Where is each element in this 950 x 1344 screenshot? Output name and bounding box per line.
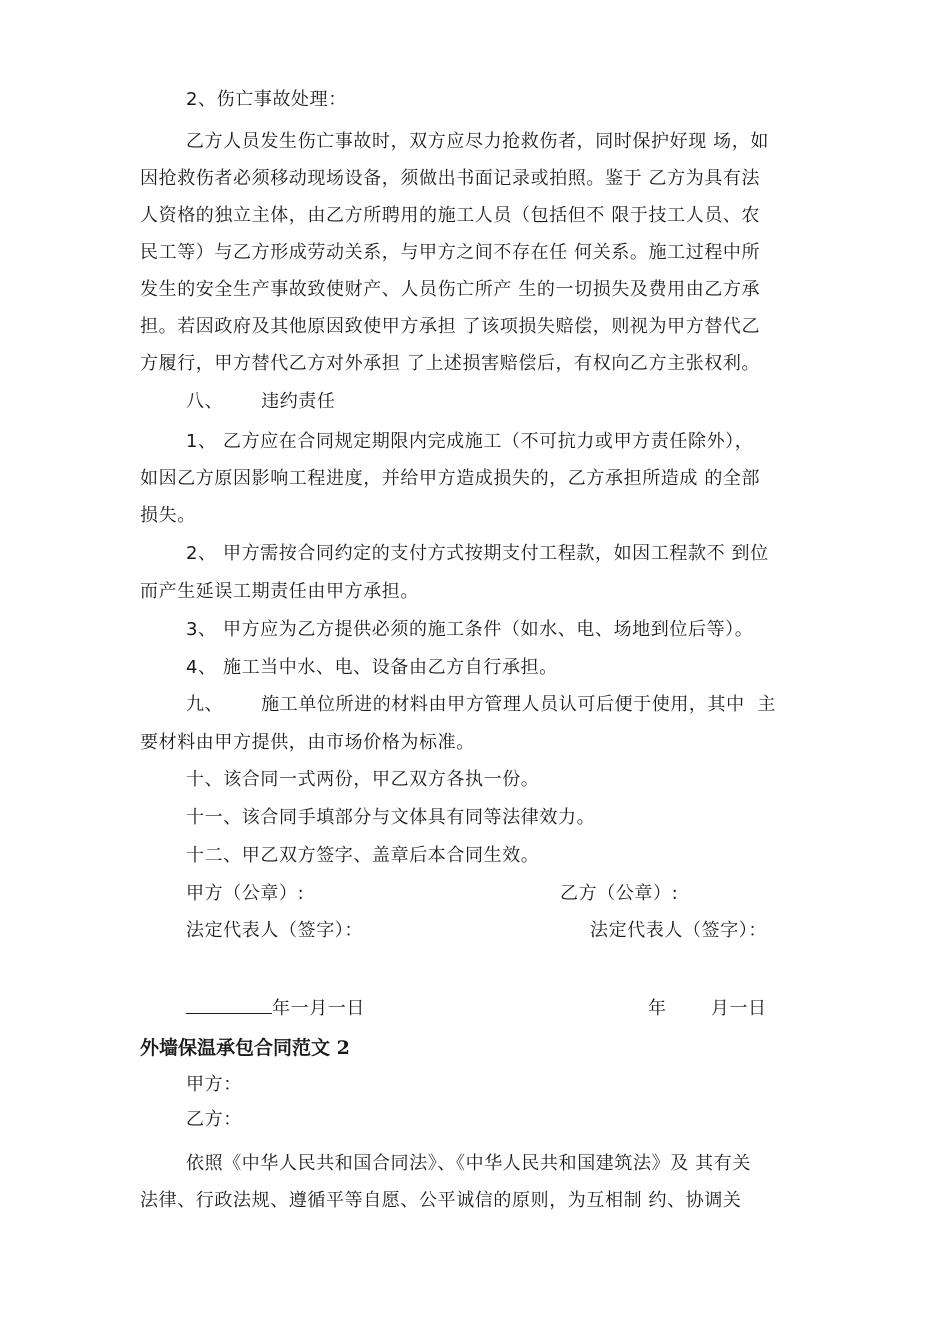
paragraph-line: 3、 甲方应为乙方提供必须的施工条件（如水、电、场地到位后等）。 xyxy=(186,619,754,640)
section-9-line: 九、 施工单位所进的材料由甲方管理人员认可后便于使用，其中 主 xyxy=(186,694,776,715)
paragraph-line: 1、 乙方应在合同规定期限内完成施工（不可抗力或甲方责任除外）， xyxy=(186,431,754,452)
paragraph-line: 2、 甲方需按合同约定的支付方式按期支付工程款，如因工程款不 到位 xyxy=(186,543,769,564)
paragraph-line: 如因乙方原因影响工程进度，并给甲方造成损失的，乙方承担所造成 的全部 xyxy=(140,468,761,489)
section-7-item-2-title: 2、伤亡事故处理： xyxy=(186,89,347,110)
paragraph-line: 人资格的独立主体，由乙方所聘用的施工人员（包括但不 限于技工人员、农 xyxy=(140,205,761,226)
paragraph-line: 法律、行政法规、遵循平等自愿、公平诚信的原则，为互相制 约、协调关 xyxy=(140,1190,742,1211)
next-contract-title: 外墙保温承包合同范文 2 xyxy=(140,1037,350,1059)
party-b-seal-label: 乙方（公章）: xyxy=(560,883,679,904)
date-blank-line xyxy=(186,997,272,1014)
next-party-b-label: 乙方： xyxy=(186,1109,242,1130)
section-10: 十、该合同一式两份，甲乙双方各执一份。 xyxy=(186,769,540,790)
section-8-title: 八、 违约责任 xyxy=(186,391,336,412)
paragraph-line: 而产生延误工期责任由甲方承担。 xyxy=(140,581,419,602)
date-right: 年 月一日 xyxy=(648,998,767,1019)
paragraph-line: 乙方人员发生伤亡事故时，双方应尽力抢救伤者，同时保护好现 场，如 xyxy=(186,131,769,152)
section-9-line: 要材料由甲方提供，由市场价格为标准。 xyxy=(140,732,475,753)
section-11: 十一、该合同手填部分与文体具有同等法律效力。 xyxy=(186,807,596,828)
paragraph-line: 损失。 xyxy=(140,505,196,526)
date-left-text: 年一月一日 xyxy=(272,998,365,1019)
paragraph-line: 方履行，甲方替代乙方对外承担 了上述损害赔偿后，有权向乙方主张权利。 xyxy=(140,353,761,374)
party-a-seal-label: 甲方（公章）: xyxy=(186,883,305,904)
party-b-rep-label: 法定代表人（签字）： xyxy=(590,920,767,941)
date-left xyxy=(186,997,365,1021)
paragraph-line: 担。若因政府及其他原因致使甲方承担 了该项损失赔偿，则视为甲方替代乙 xyxy=(140,316,761,337)
paragraph-line: 发生的安全生产事故致使财产、人员伤亡所产 生的一切损失及费用由乙方承 xyxy=(140,279,761,300)
party-a-rep-label: 法定代表人（签字）： xyxy=(186,920,363,941)
next-party-a-label: 甲方： xyxy=(186,1074,242,1095)
section-12: 十二、甲乙双方签字、盖章后本合同生效。 xyxy=(186,845,540,866)
paragraph-line: 因抢救伤者必须移动现场设备，须做出书面记录或拍照。鉴于 乙方为具有法 xyxy=(140,168,761,189)
paragraph-line: 4、 施工当中水、电、设备由乙方自行承担。 xyxy=(186,657,558,678)
paragraph-line: 民工等）与乙方形成劳动关系，与甲方之间不存在任 何关系。施工过程中所 xyxy=(140,242,761,263)
paragraph-line: 依照《中华人民共和国合同法》、《中华人民共和国建筑法》及 其有关 xyxy=(186,1153,751,1174)
